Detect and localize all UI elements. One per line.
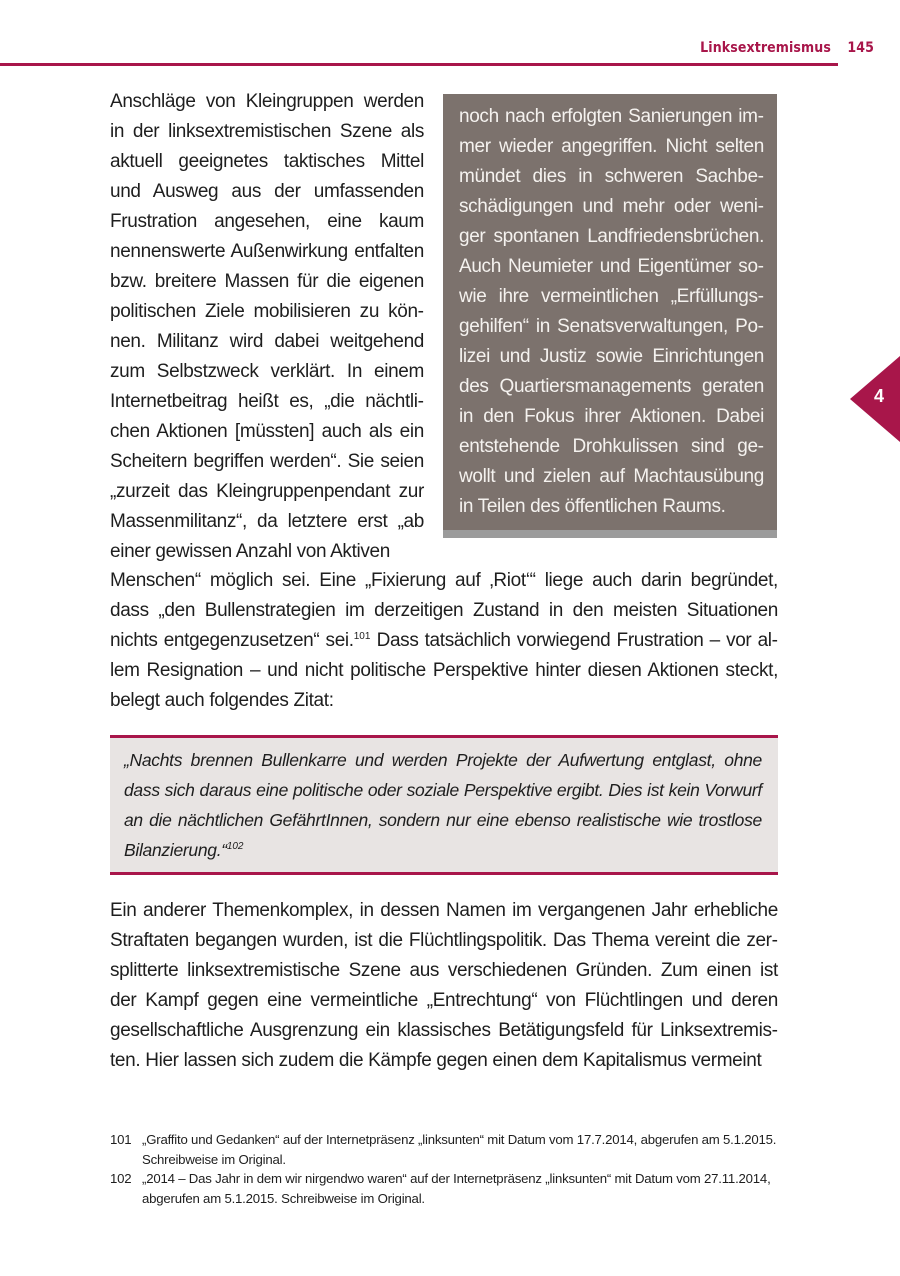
footnote-ref-101[interactable]: 101	[353, 631, 371, 642]
continuation-text-b: Dass tatsächlich vorwiegend Frustration – vor allem Resignation – und nicht politische Perspektive hinter diesen Aktionen steckt, belegt auch folgendes Zitat:	[110, 630, 778, 711]
continuation-paragraph	[110, 566, 778, 716]
header-rule	[0, 63, 838, 66]
chapter-tab	[850, 356, 900, 442]
running-title: Linksextremismus	[700, 40, 831, 56]
footnotes	[110, 1130, 778, 1208]
page-number: 145	[847, 40, 874, 56]
footnote-text: „2014 – Das Jahr in dem wir nirgendwo waren“ auf der Internetpräsenz „linksunten“ mit Datum vom 27.11.2014, abgerufen am 5.1.2015. Schreibweise im Original.	[142, 1171, 771, 1206]
quote-text: „Nachts brennen Bullenkarre und werden Projekte der Aufwertung entglast, ohne dass sich daraus eine politische oder soziale Perspektive ergibt. Dies ist kein Vorwurf an die nächtlichen GefährtInnen, sondern nur eine ebenso realistische wie trostlose Bilanzierung.“	[124, 750, 762, 860]
footnote-number: 102	[110, 1171, 132, 1186]
left-column	[110, 87, 424, 567]
paragraph-refugee-policy: Ein anderer Themenkomplex, in dessen Namen im vergangenen Jahr erhebliche Straftaten begangen wurden, ist die Flüchtlingspolitik. Das Thema vereint die zersplitterte linksextremistische Szene aus verschiedenen Gründen. Zum einen ist der Kampf gegen eine vermeintliche „Entrechtung“ von Flüchtlingen und deren gesellschaftliche Ausgrenzung ein klassisches Betätigungsfeld für Linksextremisten. Hier lassen sich zudem die Kämpfe gegen einen dem Kapitalismus vermeint	[110, 900, 778, 1071]
chapter-number: 4	[874, 386, 885, 406]
footnote-ref-102[interactable]: 102	[226, 841, 244, 852]
footnote-101	[110, 1130, 778, 1169]
footnote-text: „Graffito und Gedanken“ auf der Internetpräsenz „linksunten“ mit Datum vom 17.7.2014, abgerufen am 5.1.2015. Schreibweise im Original.	[142, 1132, 777, 1167]
running-head	[700, 40, 874, 56]
footnote-number: 101	[110, 1132, 132, 1147]
left-column-text: Anschläge von Kleingruppen werden in der linksextremistischen Szene als aktuell geeignetes taktisches Mittel und Ausweg aus der umfassenden Frustration angesehen, eine kaum nennenswerte Außenwirkung entfalten bzw. breitere Massen für die eigenen politischen Ziele mobilisieren zu können. Militanz wird dabei weitgehend zum Selbstzweck verklärt. In einem Internetbeitrag heißt es, „die nächtlichen Aktionen [müssten] auch als ein Scheitern begriffen werden“. Sie seien „zurzeit das Kleingruppenpendant zur Massenmilitanz“, da letztere erst „ab einer gewissen Anzahl von Aktiven	[110, 91, 424, 562]
quote-text-container	[124, 745, 762, 865]
footnote-102	[110, 1169, 778, 1208]
sidebar-box-text: noch nach erfolgten Sanierungen immer wieder angegriffen. Nicht selten mündet dies in schweren Sachbeschädigungen und mehr oder weniger spontanen Landfriedensbrüchen. Auch Neumieter und Eigentümer sowie ihre vermeintlichen „Erfüllungsgehilfen“ in Senatsverwaltungen, Polizei und Justiz sowie Einrichtungen des Quartiersmanagements geraten in den Fokus ihrer Aktionen. Dabei entstehende Drohkulissen sind gewollt und zielen auf Machtausübung in Teilen des öffentlichen Raums.	[459, 106, 764, 517]
continuation-text-a: Menschen“ möglich sei. Eine „Fixierung auf ‚Riot‘“ liege auch darin begründet, dass „den Bullenstrategien im derzeitigen Zustand in den meisten Situationen nichts entgegenzusetzen“ sei.	[110, 570, 778, 651]
